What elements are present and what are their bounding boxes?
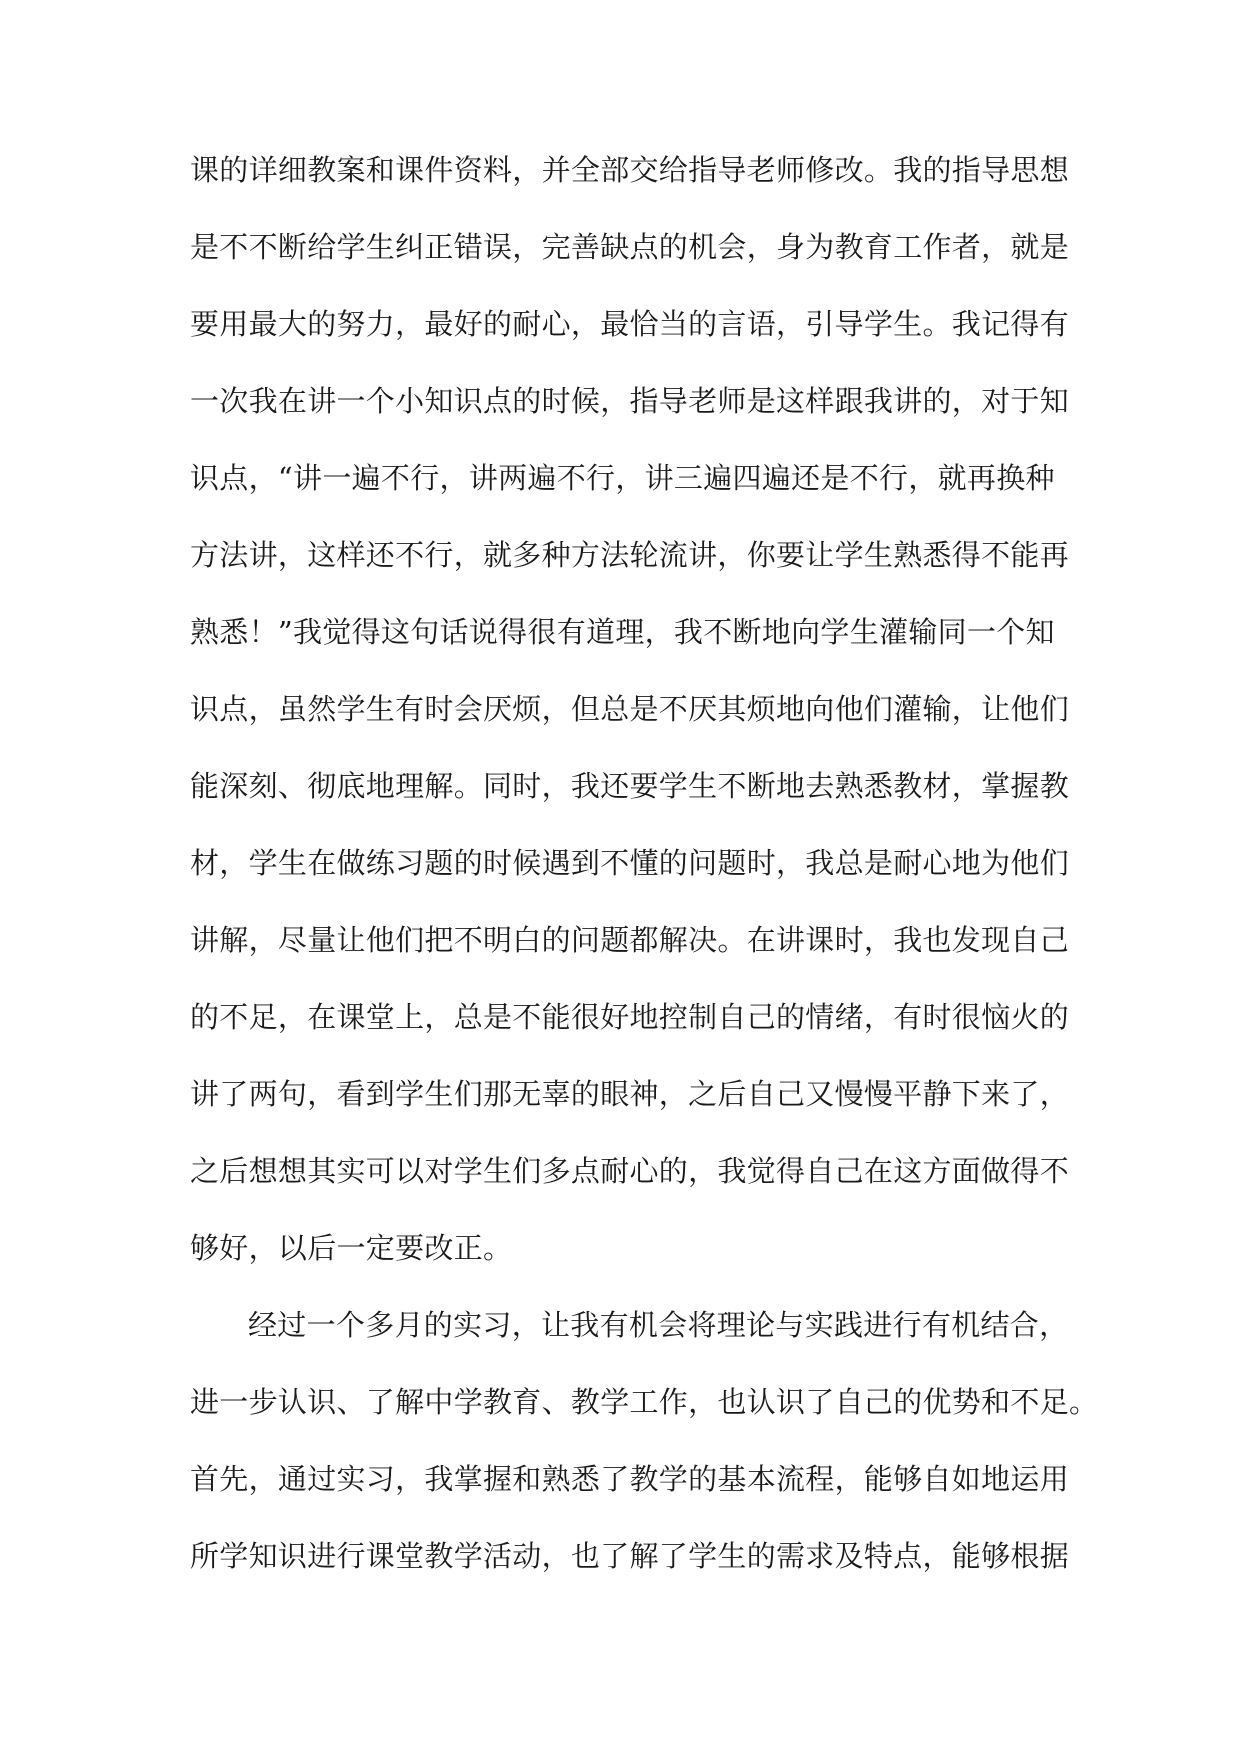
paragraph-line: 一次我在讲一个小知识点的时候，指导老师是这样跟我讲的，对于知 [190, 384, 1070, 418]
document-body [190, 132, 1099, 1595]
paragraph-line: 能深刻、彻底地理解。同时，我还要学生不断地去熟悉教材，掌握教 [190, 769, 1070, 803]
paragraph-1 [190, 132, 1070, 1287]
paragraph-line: 课的详细教案和课件资料，并全部交给指导老师修改。我的指导思想 [190, 153, 1070, 187]
paragraph-2 [190, 1287, 1099, 1595]
paragraph-line: 所学知识进行课堂教学活动，也了解了学生的需求及特点，能够根据 [190, 1539, 1070, 1573]
paragraph-line: 熟悉！”我觉得这句话说得很有道理，我不断地向学生灌输同一个知 [190, 615, 1055, 649]
paragraph-line: 经过一个多月的实习，让我有机会将理论与实践进行有机结合， [248, 1308, 1069, 1342]
paragraph-line: 材，学生在做练习题的时候遇到不懂的问题时，我总是耐心地为他们 [190, 846, 1070, 880]
paragraph-line: 识点，虽然学生有时会厌烦，但总是不厌其烦地向他们灌输，让他们 [190, 692, 1070, 726]
paragraph-line: 够好，以后一定要改正。 [190, 1231, 513, 1265]
paragraph-line: 是不不断给学生纠正错误，完善缺点的机会，身为教育工作者，就是 [190, 230, 1070, 264]
paragraph-line: 识点，“讲一遍不行，讲两遍不行，讲三遍四遍还是不行，就再换种 [190, 461, 1055, 495]
paragraph-line: 方法讲，这样还不行，就多种方法轮流讲，你要让学生熟悉得不能再 [190, 538, 1070, 572]
paragraph-line: 要用最大的努力，最好的耐心，最恰当的言语，引导学生。我记得有 [190, 307, 1070, 341]
paragraph-line: 讲了两句，看到学生们那无辜的眼神，之后自己又慢慢平静下来了， [190, 1077, 1070, 1111]
paragraph-line: 之后想想其实可以对学生们多点耐心的，我觉得自己在这方面做得不 [190, 1154, 1070, 1188]
paragraph-line: 的不足，在课堂上，总是不能很好地控制自己的情绪，有时很恼火的 [190, 1000, 1070, 1034]
paragraph-line: 进一步认识、了解中学教育、教学工作，也认识了自己的优势和不足。 [190, 1385, 1099, 1419]
paragraph-line: 讲解，尽量让他们把不明白的问题都解决。在讲课时，我也发现自己 [190, 923, 1070, 957]
paragraph-line: 首先，通过实习，我掌握和熟悉了教学的基本流程，能够自如地运用 [190, 1462, 1070, 1496]
